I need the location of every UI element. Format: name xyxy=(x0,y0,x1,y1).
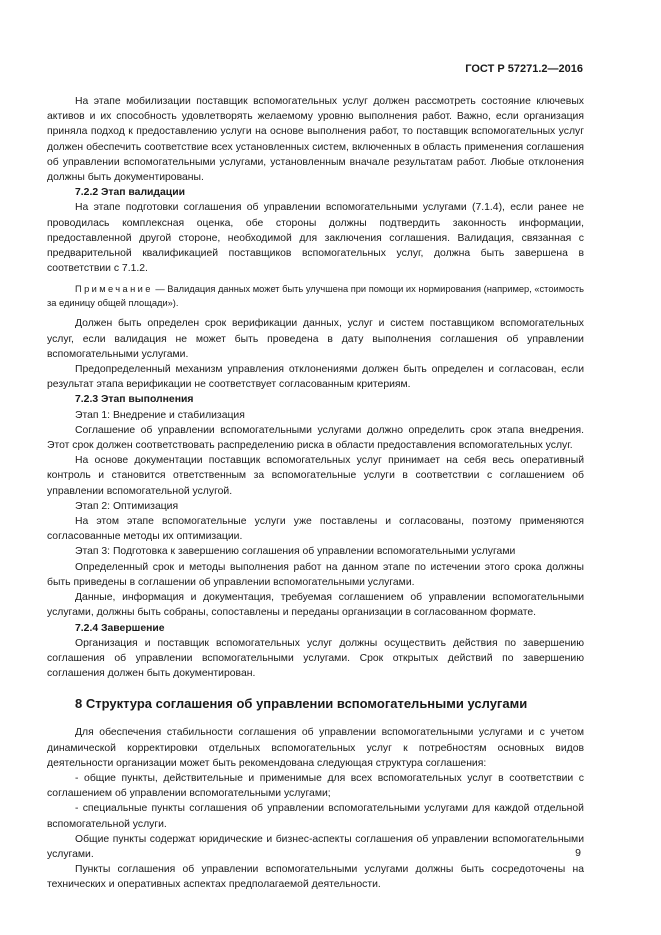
paragraph: Общие пункты содержат юридические и бизнес-аспекты соглашения об управлении вспомогательными услугами. xyxy=(47,833,584,860)
stage-label: Этап 2: Оптимизация xyxy=(75,500,179,512)
note xyxy=(47,282,584,310)
paragraph: На этапе подготовки соглашения об управлении вспомогательными услугами (7.1.4), если ранее не проводилась комплексная оценка, обе стороны должны подтвердить законность информации, предоставленной другой стороне, необходимой для заключения соглашения. Валидация, связанная с предварительной квалификацией поставщиков вспомогательных услуг, должна быть завершена в соответствии с 7.1.2. xyxy=(47,202,584,275)
stage-label: Этап 3: Подготовка к завершению соглашения об управлении вспомогательными услугами xyxy=(75,546,516,558)
section-heading-7-2-3: 7.2.3 Этап выполнения xyxy=(75,394,194,406)
paragraph: На этом этапе вспомогательные услуги уже поставлены и согласованы, поэтому применяются согласованные методы их оптимизации. xyxy=(47,516,584,543)
note-label: Примечание xyxy=(75,284,153,295)
note-text: — Валидация данных может быть улучшена при помощи их нормирования (например, «стоимость за единицу общей площади»). xyxy=(47,284,585,309)
paragraph: Предопределенный механизм управления отклонениями должен быть определен и согласован, если результат этапа верификации не соответствует согласованным критериям. xyxy=(47,364,584,391)
paragraph: Организация и поставщик вспомогательных услуг должны осуществить действия по завершению соглашения об управлении вспомогательными услугами. Срок открытых действий по завершению соглашения должен быть документирован. xyxy=(47,637,584,680)
paragraph: На этапе мобилизации поставщик вспомогательных услуг должен рассмотреть состояние ключевых активов и их способность удовлетворять желаемому уровню выполнения работ. Важно, если организация приняла подход к предоставлению услуги на основе выполнения работ, то поставщик вспомогательных услуг должен обеспечить соответствие всех установленных систем, включенных в область применения соглашения об управлении вспомогательными услугами, установленным вначале результатам работ. Любые отклонения должны быть документированы. xyxy=(47,96,584,184)
list-item: - специальные пункты соглашения об управлении вспомогательными услугами для каждой отдельной вспомогательной услуги. xyxy=(47,803,584,830)
section-heading-8: 8 Структура соглашения об управлении вспомогательными услугами xyxy=(75,696,528,712)
paragraph: Определенный срок и методы выполнения работ на данном этапе по истечении этого срока должны быть приведены в соглашении об управлении вспомогательными услугами. xyxy=(47,561,584,588)
page-number: 9 xyxy=(575,847,581,859)
list-item: - общие пункты, действительные и применимые для всех вспомогательных услуг в соответствии с соглашением об управлении вспомогательными услугами; xyxy=(47,772,584,800)
section-heading-7-2-2: 7.2.2 Этап валидации xyxy=(75,187,185,199)
paragraph: Пункты соглашения об управлении вспомогательными услугами должны быть сосредоточены на технических и оперативных аспектах предполагаемой деятельности. xyxy=(47,864,584,891)
paragraph: Данные, информация и документация, требуемая соглашением об управлении вспомогательными услугами, должны быть собраны, сопоставлены и переданы организации в согласованном формате. xyxy=(47,592,584,619)
paragraph: Должен быть определен срок верификации данных, услуг и систем поставщиком вспомогательных услуг, если валидация не может быть проведена в дату выполнения соглашения об управлении вспомогательными услугами. xyxy=(47,318,584,360)
document-body xyxy=(47,94,584,893)
stage-label: Этап 1: Внедрение и стабилизация xyxy=(75,409,245,421)
paragraph: Соглашение об управлении вспомогательными услугами должно определить срок этапа внедрения. Этот срок должен соответствовать распределению риска в области предоставления вспомогательных услуг. xyxy=(47,424,584,452)
paragraph: На основе документации поставщик вспомогательных услуг принимает на себя весь оперативный контроль и становится ответственным за вспомогательные услуги в соответствии с соглашением об управлении вспомогательной услугой. xyxy=(47,455,584,497)
document-code-header: ГОСТ Р 57271.2—2016 xyxy=(465,63,583,75)
section-heading-7-2-4: 7.2.4 Завершение xyxy=(75,622,165,634)
paragraph: Для обеспечения стабильности соглашения об управлении вспомогательными услугами и с учетом динамической корректировки отдельных вспомогательных услуг к потребностям основных видов деятельности организации может быть рекомендована следующая структура соглашения: xyxy=(47,727,584,769)
